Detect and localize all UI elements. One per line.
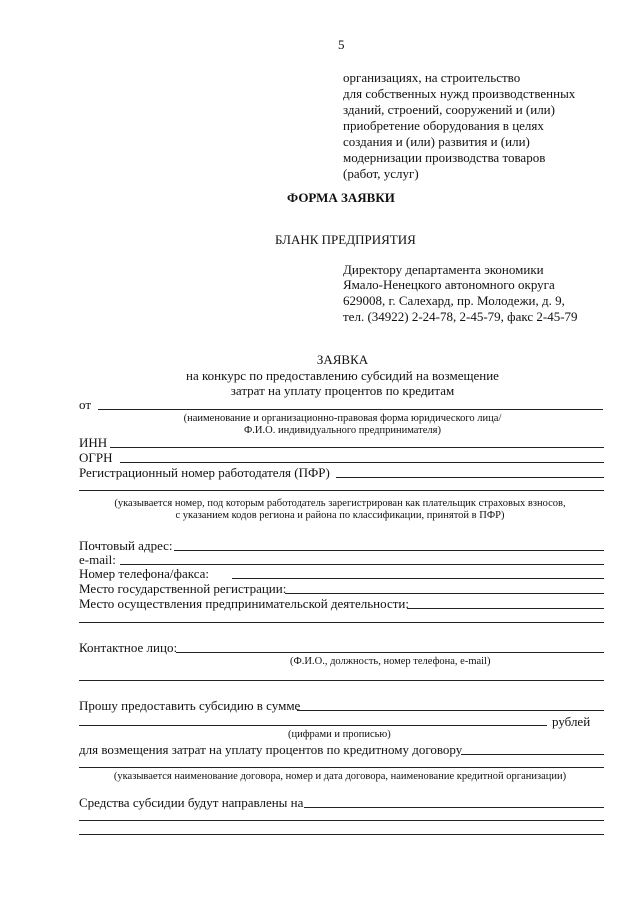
page-number: 5 [338,37,345,52]
from-input-line[interactable] [98,409,603,410]
reg-number-input-line-2[interactable] [79,490,604,491]
contract-input-line-2[interactable] [79,767,604,768]
contact-input-line-2[interactable] [79,680,604,681]
appendix-line: для собственных нужд производственных [343,86,576,101]
inn-label: ИНН [79,435,108,450]
state-reg-place-label: Место государственной регистрации: [79,581,287,596]
reg-number-input-line[interactable] [336,477,604,478]
from-hint: (наименование и организационно-правовая форма юридического лица/ [183,413,502,424]
from-label: от [79,397,92,412]
subsidy-request-label: Прошу предоставить субсидию в сумме [79,698,301,713]
letterhead-label: БЛАНК ПРЕДПРИЯТИЯ [275,232,416,247]
ogrn-input-line[interactable] [120,462,604,463]
addressee-line: 629008, г. Салехард, пр. Молодежи, д. 9, [343,293,565,308]
appendix-line: создания и (или) развития и (или) [343,134,530,149]
application-title: ЗАЯВКА [316,352,369,367]
ogrn-label: ОГРН [79,450,113,465]
application-subtitle: затрат на уплату процентов по кредитам [230,383,455,398]
postal-address-input-line[interactable] [174,550,604,551]
subsidy-amount-input-line[interactable] [297,710,604,711]
application-subtitle: на конкурс по предоставлению субсидий на возмещение [186,368,499,383]
subsidy-amount-words-input-line[interactable] [79,725,547,726]
email-input-line[interactable] [120,564,604,565]
appendix-line: модернизации производства товаров [343,150,546,165]
appendix-line: приобретение оборудования в целях [343,118,544,133]
contact-label: Контактное лицо: [79,640,178,655]
business-place-input-line[interactable] [407,608,604,609]
reg-number-label: Регистрационный номер работодателя (ПФР) [79,465,330,480]
addressee-line: тел. (34922) 2-24-78, 2-45-79, факс 2-45-79 [343,309,578,324]
email-label: e-mail: [79,552,116,567]
rubles-label: рублей [552,714,591,729]
funds-direction-input-line-2[interactable] [79,820,604,821]
contact-input-line[interactable] [176,652,604,653]
state-reg-place-input-line[interactable] [285,593,604,594]
contact-hint: (Ф.И.О., должность, номер телефона, e-mail) [290,656,491,667]
funds-direction-input-line[interactable] [304,807,604,808]
contract-hint: (указывается наименование договора, номер и дата договора, наименование кредитной организации) [113,771,567,782]
inn-input-line[interactable] [110,447,604,448]
funds-direction-input-line-3[interactable] [79,834,604,835]
form-title: ФОРМА ЗАЯВКИ [287,190,395,205]
business-place-input-line-2[interactable] [79,622,604,623]
reg-hint: с указанием кодов региона и района по классификации, принятой в ПФР) [175,510,505,521]
postal-address-label: Почтовый адрес: [79,538,173,553]
from-hint: Ф.И.О. индивидуального предпринимателя) [244,425,441,436]
appendix-line: организациях, на строительство [343,70,521,85]
contract-input-line[interactable] [461,754,604,755]
appendix-line: (работ, услуг) [343,166,419,181]
phone-fax-input-line[interactable] [232,578,604,579]
amount-hint: (цифрами и прописью) [288,729,391,740]
appendix-line: зданий, строений, сооружений и (или) [343,102,555,117]
purpose-label: для возмещения затрат на уплату процентов по кредитному договору [79,742,463,757]
phone-fax-label: Номер телефона/факса: [79,566,210,581]
addressee-line: Директору департамента экономики [343,262,544,277]
addressee-line: Ямало-Ненецкого автономного округа [343,277,555,292]
funds-direction-label: Средства субсидии будут направлены на [79,795,304,810]
reg-hint: (указывается номер, под которым работодатель зарегистрирован как плательщик страховых взносов, [114,498,566,509]
business-place-label: Место осуществления предпринимательской деятельности: [79,596,409,611]
